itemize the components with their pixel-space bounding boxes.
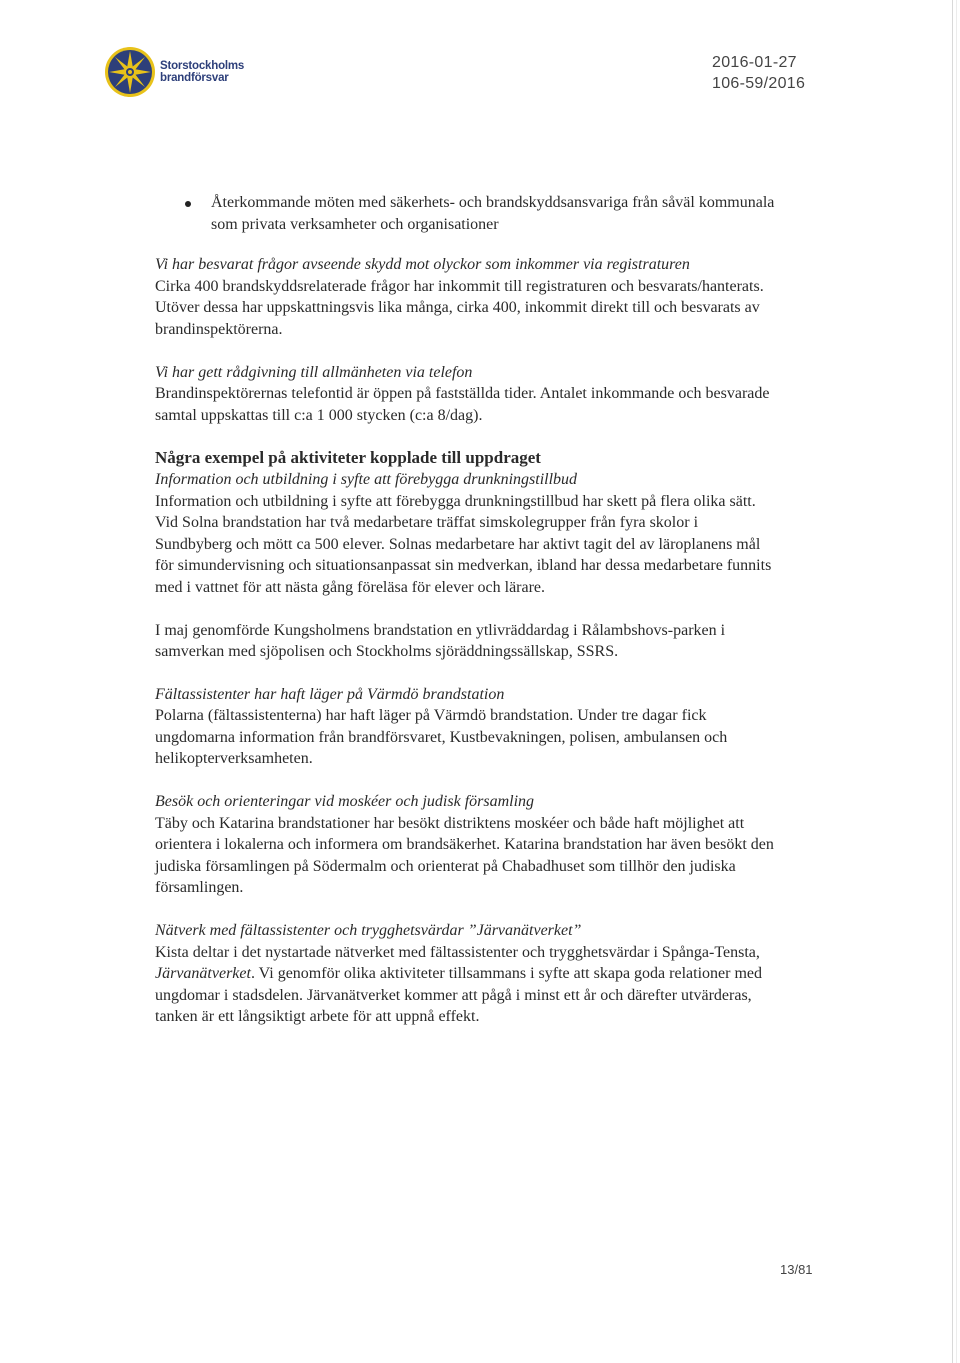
scan-edge-line xyxy=(952,0,953,1363)
section-body: Täby och Katarina brandstationer har besökt distriktens moskéer och både haft möjlighet att orientera i lokalerna och informera om brandsäkerhet. Katarina brandstation har även besökt den judiska församlingen på Södermalm och orienterat på Chabadhuset som tillhör den judiska församlingen. xyxy=(155,814,774,897)
section-jarvanatverket xyxy=(155,920,775,1028)
section-body: Polarna (fältassistenterna) har haft läger på Värmdö brandstation. Under tre dagar fick ungdomarna information från brandförsvaret, Kustbevakningen, polisen, ambulansen och helikopterverksamheten. xyxy=(155,707,728,768)
section-ytlivraddardag xyxy=(155,620,775,663)
body-text: Kista deltar i det nystartade nätverket med fältassistenter och trygghetsvärdar i Spånga-Tensta, xyxy=(155,943,760,961)
network-name: Järvanätverket xyxy=(155,965,251,983)
star-logo-icon xyxy=(104,46,156,98)
section-heading: Besök och orienteringar vid moskéer och judisk församling xyxy=(155,793,535,811)
organization-name xyxy=(160,60,244,84)
section-registratur xyxy=(155,254,775,340)
org-line-1: Storstockholms xyxy=(160,60,245,72)
section-body: Brandinspektörernas telefontid är öppen på fastställda tider. Antalet inkommande och besvarade samtal uppskattas till c:a 1 000 stycken (c:a 8/dag). xyxy=(155,385,770,424)
bullet-list xyxy=(155,192,775,235)
section-body: Cirka 400 brandskyddsrelaterade frågor har inkommit till registraturen och besvarats/hanterats. Utöver dessa har uppskattningsvis lika många, cirka 400, inkommit direkt till och besvarats av brandinspektörerna. xyxy=(155,277,764,338)
document-body xyxy=(155,192,775,1049)
section-telefon xyxy=(155,362,775,427)
org-line-2: brandförsvar xyxy=(160,72,229,84)
section-heading: Vi har besvarat frågor avseende skydd mot olyckor som inkommer via registraturen xyxy=(155,256,690,274)
section-body: Information och utbildning i syfte att förebygga drunkningstillbud har skett på flera olika sätt. Vid Solna brandstation har två medarbetare träffat simskolegrupper från fyra skolor i Sundbyberg och mött ca 500 elever. Solnas medarbetare har aktivt tagit del av läroplanens mål för simundervisning och situationsanpassat sin medverkan, ibland har dessa medarbetare funnits med i vattnet för att nästa gång föreläsa för elever och lärare. xyxy=(155,492,772,596)
document-reference: 106-59/2016 xyxy=(712,75,806,92)
bullet-icon xyxy=(185,201,191,207)
section-heading: Nätverk med fältassistenter och trygghetsvärdar ”Järvanätverket” xyxy=(155,922,582,940)
section-heading: Fältassistenter har haft läger på Värmdö brandstation xyxy=(155,685,505,703)
body-text: . Vi genomför olika aktiviteter tillsammans i syfte att skapa goda relationer med ungdomar i stadsdelen. Järvanätverket kommer att pågå i minst ett år och därefter utvärderas, tanken är ett långsiktigt arbete för att uppnå effekt. xyxy=(155,965,762,1026)
section-body xyxy=(155,942,775,1028)
section-moskeer xyxy=(155,791,775,899)
section-drunkning xyxy=(155,447,775,598)
scan-edge-line xyxy=(956,0,957,1363)
list-item xyxy=(155,192,775,235)
page-number: 13/81 xyxy=(780,1262,813,1277)
section-faltassistenter xyxy=(155,684,775,770)
section-heading: Vi har gett rådgivning till allmänheten via telefon xyxy=(155,363,473,381)
section-body: I maj genomförde Kungsholmens brandstation en ytlivräddardag i Rålambshovs-parken i samverkan med sjöpolisen och Stockholms sjöräddningssällskap, SSRS. xyxy=(155,621,726,661)
header-meta xyxy=(712,52,805,94)
document-date: 2016-01-27 xyxy=(712,54,797,71)
section-title: Några exempel på aktiviteter kopplade till uppdraget xyxy=(155,448,541,468)
section-heading: Information och utbildning i syfte att förebygga drunkningstillbud xyxy=(155,470,578,488)
bullet-text: Återkommande möten med säkerhets- och brandskyddsansvariga från såväl kommunala som privata verksamheter och organisationer xyxy=(211,194,775,233)
